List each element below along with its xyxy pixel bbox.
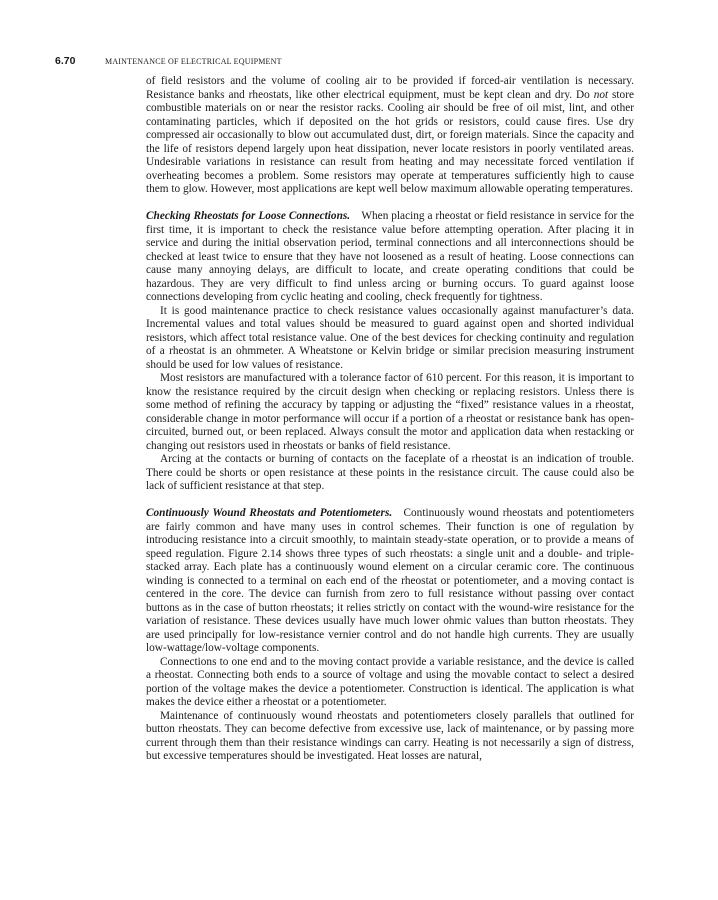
paragraph-cooling-continued: [146, 75, 634, 197]
body-text: [146, 75, 634, 764]
emphasis-text: not: [593, 88, 609, 101]
paragraph-text: Continuously wound rheostats and potentiometers are fairly common and have many uses in control schemes. Their function is one of regulation by introducing resistance into a circuit smoothly, to maintain steady-state operation, or to provide a means of speed regulation. Figure 2.14 shows three types of such rheostats: a single unit and a double- and triple-stacked array. Each plate has a continuously wound element on a circular ceramic core. The continuous winding is connected to a terminal on each end of the rheostat or potentiometer, and a moving contact is centered in the core. The device can furnish from zero to full resistance without passing over contact buttons as in the case of button rheostats; it relies strictly on contact with the wound-wire resistance for the variation of resistance. These devices usually have much lower ohmic values than button rheostats. They are used principally for low-resistance vernier control and do not handle high currents. They are usually low-wattage/low-voltage components.: [146, 507, 634, 654]
paragraph-tolerance: Most resistors are manufactured with a tolerance factor of 610 percent. For this reason, it is important to know the resistance required by the circuit design when checking or replacing resistors. Unless there is some method of refining the accuracy by tapping or adjusting the “fixed” resistance values in a rheostat, considerable change in motor performance will occur if a portion of a rheostat or resistance bank has open-circuited, burned out, or been replaced. Always consult the motor and application data when restacking or changing out resistors used in rheostats or banks of field resistance.: [146, 372, 634, 452]
paragraph-arcing: Arcing at the contacts or burning of contacts on the faceplate of a rheostat is an indication of trouble. There could be shorts or open resistance at these points in the resistance circuit. The cause could also be lack of sufficient resistance at that step.: [146, 453, 634, 492]
page-header: [55, 51, 655, 65]
section-continuously-wound: [146, 507, 634, 656]
paragraph-text: store combustible materials on or near the resistor racks. Cooling air should be free of oil mist, lint, and other contaminating particles, which if deposited on the hot grids or resistors, could cause fires. Use dry compressed air occasionally to blow out accumulated dust, dirt, or foreign materials. Since the capacity and the life of resistors depend largely upon heat dissipation, never locate resistors in poorly ventilated areas. Undesirable variations in resistance can result from heating and may necessitate forced ventilation if overheating becomes a problem. Some resistors may operate at temperatures sufficiently high to cause them to glow. However, most applications are kept well below maximum allowable operating temperatures.: [146, 88, 634, 195]
paragraph-maintenance: Maintenance of continuously wound rheostats and potentiometers closely parallels that outlined for button rheostats. They can become defective from excessive use, lack of maintenance, or by passing more current through them than their resistance windings can carry. Heating is not necessarily a sign of distress, but excessive temperatures should be investigated. Heat losses are natural,: [146, 709, 634, 762]
paragraph-connections: Connections to one end and to the moving contact provide a variable resistance, and the device is called a rheostat. Connecting both ends to a source of voltage and using the movable contact to select a desired portion of the voltage makes the device a potentiometer. Construction is identical. The application is what makes the device either a rheostat or a potentiometer.: [146, 655, 634, 708]
paragraph-text: of field resistors and the volume of cooling air to be provided if forced-air ventilation is necessary. Resistance banks and rheostats, like other electrical equipment, must be kept clean and dry. Do: [146, 75, 634, 101]
paragraph-resistance-values: It is good maintenance practice to check resistance values occasionally against manufacturer’s data. Incremental values and total values should be measured to guard against open and shorted individual resistors, which affect total resistance value. One of the best devices for checking continuity and regulation of a rheostat is an ohmmeter. A Wheatstone or Kelvin bridge or similar precision measuring instrument should be used for low values of resistance.: [146, 304, 634, 371]
page-number: 6.70: [55, 55, 76, 67]
paragraph-text: When placing a rheostat or field resistance in service for the first time, it is important to check the resistance value before attempting operation. After placing it in service and during the initial observation period, terminal connections and all interconnections should be checked at least twice to ensure that they have not loosened as a result of heating. Loose connections can cause many annoying delays, are difficult to locate, and create operating conditions that could be hazardous. They are very difficult to find unless arcing or burning occurs. To guard against loose connections developing from cyclic heating and cooling, check frequently for tightness.: [146, 210, 634, 303]
section-loose-connections: [146, 210, 634, 305]
section-heading-loose-connections: Checking Rheostats for Loose Connections.: [146, 210, 351, 222]
section-heading-continuously-wound: Continuously Wound Rheostats and Potentiometers.: [146, 507, 393, 519]
running-title: MAINTENANCE OF ELECTRICAL EQUIPMENT: [105, 57, 282, 66]
